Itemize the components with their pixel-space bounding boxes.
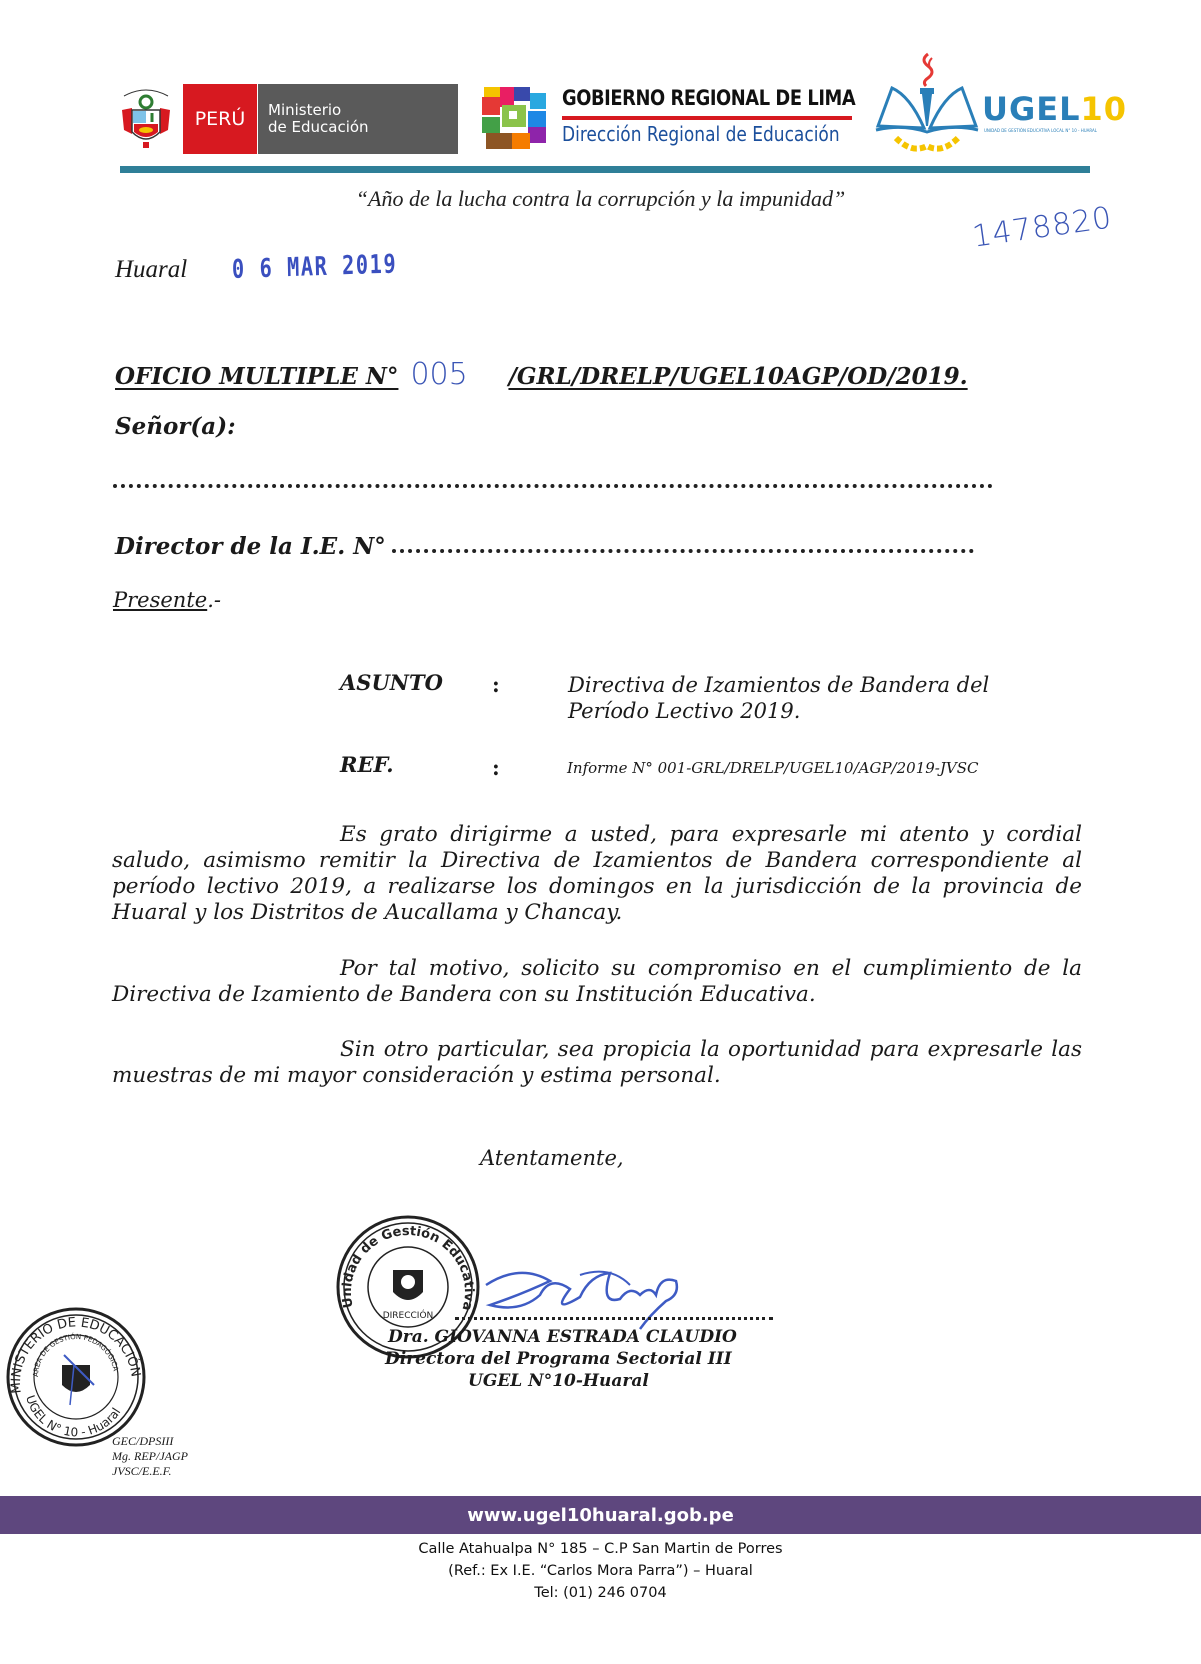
regional-government-logo-icon	[480, 85, 548, 153]
ugel-subtitle: UNIDAD DE GESTIÓN EDUCATIVA LOCAL N° 10 - HUARAL	[984, 128, 1097, 133]
ugel-book-torch-logo-icon	[872, 50, 982, 160]
asunto-label: ASUNTO	[340, 670, 443, 695]
signatory-name: Dra. GIOVANNA ESTRADA CLAUDIO	[388, 1327, 737, 1347]
ugel-number: 10	[1080, 90, 1128, 128]
ref-colon: :	[492, 755, 500, 780]
handwritten-registry-number: 1478820	[970, 200, 1115, 255]
ministry-logo-block	[258, 84, 458, 154]
ministry-seal-inner-text: AREA DE GESTIÓN PEDAGÓGICA	[31, 1332, 120, 1378]
footer-phone: Tel: (01) 246 0704	[534, 1585, 667, 1601]
body-paragraph-3-text: Sin otro particular, sea propicia la oportunidad para expresarle las muestras de mi mayor consideración y estima personal.	[112, 1037, 1082, 1088]
place-label: Huaral	[115, 256, 188, 283]
director-line-label: Director de la I.E. N°	[115, 533, 386, 560]
asunto-value	[568, 672, 1048, 724]
body-paragraph-1	[112, 822, 1082, 926]
header-divider-bar	[120, 166, 1090, 173]
initials-line: JVSC/E.E.F.	[112, 1464, 172, 1478]
footer-website-bar	[0, 1496, 1201, 1534]
ref-label: REF.	[340, 752, 394, 777]
asunto-value-line-1: Directiva de Izamientos de Bandera del	[568, 673, 990, 697]
year-motto: “Año de la lucha contra la corrupción y la impunidad”	[355, 186, 846, 211]
asunto-value-line-2: Período Lectivo 2019.	[568, 699, 801, 723]
closing-salutation: Atentamente,	[480, 1146, 624, 1170]
regional-government-title: GOBIERNO REGIONAL DE LIMA	[562, 86, 856, 110]
signature-line	[455, 1313, 773, 1320]
recipient-name-blank-line	[113, 478, 993, 488]
presente-suffix: .-	[207, 588, 221, 612]
footer-address	[0, 1538, 1201, 1604]
peru-label: PERÚ	[194, 108, 246, 130]
asunto-colon: :	[492, 672, 500, 697]
oficio-suffix: /GRL/DRELP/UGEL10AGP/OD/2019.	[508, 363, 968, 390]
initials-line: GEC/DPSIII	[112, 1434, 174, 1448]
oficio-reference-line	[115, 357, 968, 392]
signatory-organization: UGEL N°10-Huaral	[468, 1371, 649, 1391]
ref-value: Informe N° 001-GRL/DRELP/UGEL10/AGP/2019-JVSC	[567, 759, 979, 777]
ministry-seal-stamp-icon	[4, 1305, 149, 1450]
footer-address-line-1: Calle Atahualpa N° 185 – C.P San Martin de Porres	[418, 1541, 783, 1557]
body-paragraph-2-text: Por tal motivo, solicito su compromiso en el cumplimiento de la Directiva de Izamiento de Bandera con su Institución Educativa.	[112, 956, 1082, 1007]
peru-logo-block	[183, 84, 257, 154]
presente-word: Presente	[113, 588, 208, 612]
school-number-blank-line	[392, 543, 974, 553]
oficio-handwritten-number: 005	[410, 357, 468, 392]
ministry-seal-bottom-text: UGEL N° 10 - Huaral	[22, 1393, 124, 1440]
ugel-wordmark	[982, 90, 1127, 128]
ugel-prefix: UGEL	[982, 90, 1081, 128]
footer-address-line-2: (Ref.: Ex I.E. “Carlos Mora Parra”) – Huaral	[448, 1563, 753, 1579]
initials-line: Mg. REP/JAGP	[112, 1449, 188, 1463]
ministry-line-1: Ministerio	[268, 101, 342, 119]
direction-seal-center: DIRECCIÓN	[382, 1311, 434, 1321]
regional-title-divider	[562, 116, 852, 120]
direction-seal-text: Unidad de Gestión Educativa	[339, 1223, 477, 1313]
footer-website-link[interactable]: www.ugel10huaral.gob.pe	[467, 1504, 734, 1526]
signatory-role: Directora del Programa Sectorial III	[385, 1349, 732, 1369]
ministry-line-2: de Educación	[268, 118, 369, 136]
peru-coat-of-arms-icon	[118, 86, 174, 152]
oficio-prefix: OFICIO MULTIPLE N°	[115, 363, 399, 390]
body-paragraph-1-text: Es grato dirigirme a usted, para expresarle mi atento y cordial saludo, asimismo remitir la Directiva de Izamientos de Bandera correspondiente al período lectivo 2019, a realizarse los domingos en la jurisdicción de la provincia de Huaral y los Distritos de Aucallama y Chancay.	[112, 822, 1082, 925]
initials-block	[112, 1434, 188, 1479]
ministry-seal-text: MINISTERIO DE EDUCACIÓN	[8, 1315, 143, 1395]
date-stamp: 0 6 MAR 2019	[231, 249, 398, 285]
body-paragraph-2	[112, 956, 1082, 1008]
regional-education-subtitle: Dirección Regional de Educación	[562, 122, 840, 146]
handwritten-signature-icon	[480, 1255, 710, 1335]
recipient-salutation: Señor(a):	[115, 413, 236, 440]
body-paragraph-3	[112, 1037, 1082, 1089]
presente-label	[113, 588, 221, 612]
